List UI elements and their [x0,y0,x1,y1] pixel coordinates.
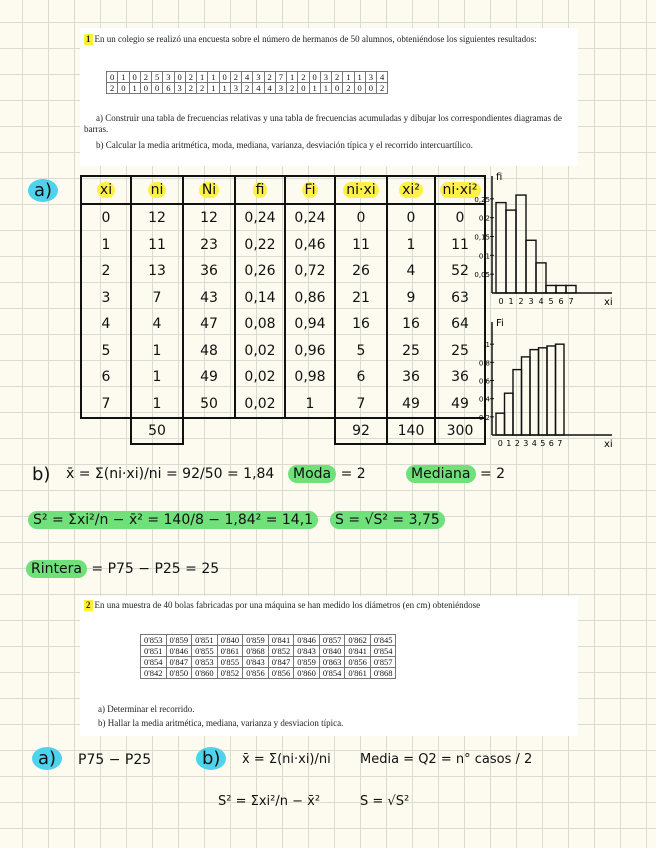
table-cell: 1 [354,72,365,83]
table-cell: 26 [335,258,387,285]
solution-2-label-b: b) [196,748,226,769]
y-tick-label: 0,05 [474,271,490,280]
table-cell: 36 [387,364,435,391]
table-cell: 0'842 [141,668,167,679]
table-cell: 1 [219,83,230,94]
table-cell: 3 [365,72,376,83]
table-cell: 3 [230,83,241,94]
table-row [81,391,485,419]
table-cell: 49 [435,391,485,419]
bar-1 [506,210,516,293]
table-cell: 1 [118,72,129,83]
column-header: fi [235,176,285,204]
mode-value: = 2 [340,466,366,482]
table-cell: 3 [253,72,264,83]
table-cell: 0'846 [294,635,320,646]
table-cell: 0,08 [235,311,285,338]
median-label: Mediana [406,465,476,483]
total-nixi2: 300 [435,418,485,444]
table-cell: 4 [81,311,131,338]
column-header: ni·xi [335,176,387,204]
table-cell: 0 [387,204,435,232]
table-cell: 5 [81,338,131,365]
bar-4 [536,263,546,293]
table-cell: 0,02 [235,338,285,365]
median-value: = 2 [479,466,506,482]
table-cell: 12 [183,204,235,232]
bar-7 [556,344,565,435]
variance-formula: S² = Σxi²/n − x̄² = 140/8 − 1,84² = 14,1 [28,512,318,528]
bar-5 [546,285,556,293]
x-tick-label: 4 [531,439,537,448]
table-cell: 0'854 [370,646,396,657]
bar-0 [496,413,505,435]
table-cell: 5 [152,72,163,83]
table-cell: 0,86 [285,285,335,312]
bar-2 [516,195,526,293]
table-row [81,232,485,259]
table-cell: 4 [387,258,435,285]
table-cell: 0'861 [217,646,243,657]
total-xi2: 140 [387,418,435,444]
table-row [107,83,388,94]
table-row [141,668,396,679]
table-cell: 48 [183,338,235,365]
table-cell: 0 [129,72,140,83]
x-tick-label: 7 [557,439,563,448]
table-row [141,657,396,668]
table-cell: 52 [435,258,485,285]
stddev-formula: S = √S² = 3,75 [330,512,445,528]
x-tick-label: 7 [568,297,574,306]
table-cell: 0 [152,83,163,94]
table-cell: 2 [242,83,253,94]
problem-1-task-b: b) Calcular la media aritmética, moda, mediana, varianza, desviación típica y el recorrido intercuartílico. [96,140,473,150]
table-cell: 6 [81,364,131,391]
x-tick-label: 3 [528,297,534,306]
table-cell: 63 [435,285,485,312]
table-row [81,285,485,312]
problem-1-task-a: a) Construir una tabla de frecuencias relativas y una tabla de frecuencias acumuladas y dibujar los correspondientes diagramas de barras. [84,113,562,134]
table-cell: 1 [197,72,208,83]
bar-6 [547,346,556,435]
table-cell: 2 [264,72,275,83]
table-cell: 0'854 [319,668,345,679]
column-header: Fi [285,176,335,204]
x-tick-label: 1 [508,297,514,306]
table-cell: 0 [174,72,185,83]
x-axis-label: xi [604,297,613,308]
table-cell: 0'868 [370,668,396,679]
table-cell: 0'857 [370,657,396,668]
cumulative-frequency-chart [462,316,622,456]
column-header: xi [81,176,131,204]
table-cell: 25 [387,338,435,365]
table-cell: 7 [275,72,286,83]
bar-2 [513,370,522,435]
y-tick-label: 0,2 [478,413,490,422]
table-cell: 0,14 [235,285,285,312]
table-row [81,311,485,338]
x-tick-label: 1 [506,439,512,448]
table-cell: 6 [163,83,174,94]
table-cell: 0 [107,72,118,83]
table-cell: 0,02 [235,391,285,419]
table-row [81,364,485,391]
table-cell: 0 [335,204,387,232]
column-header: Ni [183,176,235,204]
range-value: = P75 − P25 = 25 [91,561,220,577]
table-cell: 0'854 [141,657,167,668]
solution-1-label-a: a) [28,180,58,201]
table-cell: 1 [131,364,183,391]
table-cell: 11 [131,232,183,259]
problem-1-text: En un colegio se realizó una encuesta sobre el número de hermanos de 50 alumnos, obteniéndose los siguientes resultados: [94,34,537,44]
column-header: ni [131,176,183,204]
table-cell: 0,72 [285,258,335,285]
solution-2-mean: x̄ = Σ(ni·xi)/ni [242,752,331,767]
table-cell: 49 [387,391,435,419]
table-cell: 0'843 [294,646,320,657]
table-cell: 1 [131,391,183,419]
total-ni: 50 [131,418,183,444]
x-tick-label: 4 [538,297,544,306]
mode [288,466,366,482]
table-cell: 0'853 [141,635,167,646]
y-tick-label: 0,6 [478,377,490,386]
table-cell: 2 [197,83,208,94]
table-row [81,258,485,285]
table-cell: 16 [387,311,435,338]
mean-formula: x̄ = Σ(ni·xi)/ni = 92/50 = 1,84 [66,466,275,482]
table-cell: 49 [183,364,235,391]
table-cell: 2 [377,83,388,94]
table-cell: 2 [185,83,196,94]
relative-frequency-chart [462,168,622,314]
table-cell: 0,24 [235,204,285,232]
bar-3 [522,357,531,435]
table-cell: 11 [435,232,485,259]
table-cell: 4 [377,72,388,83]
table-cell: 0'868 [243,646,269,657]
mode-label: Moda [288,465,336,483]
problem-2-task-b: b) Hallar la media aritmética, mediana, varianza y desviacion típica. [98,718,344,728]
table-cell: 0'845 [370,635,396,646]
y-tick-label: 0,8 [478,359,490,368]
table-cell: 0 [81,204,131,232]
table-cell: 9 [387,285,435,312]
table-cell: 3 [275,83,286,94]
table-cell: 0'841 [345,646,371,657]
table-cell: 50 [183,391,235,419]
table-cell: 0,98 [285,364,335,391]
problem-2-text: En una muestra de 40 bolas fabricadas por una máquina se han medido los diámetros (en cm) obteniéndose [94,600,481,610]
table-cell: 4 [131,311,183,338]
table-cell: 0'860 [294,668,320,679]
table-cell: 0'861 [345,668,371,679]
table-cell: 0'856 [268,668,294,679]
median [406,466,505,482]
table-cell: 16 [335,311,387,338]
table-cell: 2 [332,72,343,83]
table-cell: 0'859 [166,635,192,646]
table-cell: 0'859 [294,657,320,668]
problem-2-data-table [140,634,396,679]
table-cell: 0 [219,72,230,83]
table-cell: 0'847 [268,657,294,668]
bar-5 [539,348,548,435]
table-cell: 0'857 [319,635,345,646]
table-cell: 0'843 [243,657,269,668]
frequency-table [80,175,486,445]
bar-3 [526,240,536,293]
table-row [107,72,388,83]
interquartile-range [26,561,219,577]
x-tick-label: 5 [540,439,546,448]
problem-2-number: 2 [86,600,91,610]
table-cell: 0'846 [166,646,192,657]
table-cell: 3 [163,72,174,83]
bar-6 [556,285,566,293]
table-cell: 2 [230,72,241,83]
table-cell: 3 [174,83,185,94]
x-tick-label: 2 [518,297,524,306]
x-tick-label: 6 [548,439,554,448]
table-cell: 0'852 [217,668,243,679]
table-cell: 43 [183,285,235,312]
table-cell: 23 [183,232,235,259]
problem-2-task-a: a) Determinar el recorrido. [98,704,195,714]
table-cell: 1 [387,232,435,259]
table-cell: 7 [335,391,387,419]
solution-2-median: Media = Q2 = n° casos / 2 [360,752,533,767]
table-cell: 0'851 [192,635,218,646]
table-cell: 0'850 [166,668,192,679]
table-cell: 0'853 [192,657,218,668]
table-cell: 2 [81,258,131,285]
table-cell: 0'859 [243,635,269,646]
table-cell: 1 [320,83,331,94]
table-cell: 0'855 [217,657,243,668]
table-cell: 0 [332,83,343,94]
table-cell: 25 [435,338,485,365]
x-tick-label: 2 [514,439,520,448]
table-row [141,646,396,657]
y-tick-label: 0,2 [478,214,490,223]
problem-2-statement [84,600,576,611]
column-header: ni·xi² [435,176,485,204]
y-tick-label: 0,4 [478,395,490,404]
table-cell: 0,96 [285,338,335,365]
range-label: Rintera [26,560,87,578]
x-tick-label: 6 [558,297,564,306]
table-cell: 1 [309,83,320,94]
table-cell: 0 [365,83,376,94]
table-cell: 0'847 [166,657,192,668]
table-cell: 3 [81,285,131,312]
x-tick-label: 5 [548,297,554,306]
table-cell: 2 [287,83,298,94]
y-axis-label: Fi [496,318,504,329]
problem-1-statement [84,34,576,45]
table-cell: 11 [335,232,387,259]
solution-2-label-a: a) [32,748,62,769]
table-cell: 0'840 [217,635,243,646]
table-cell: 0 [118,83,129,94]
table-cell: 2 [343,83,354,94]
problem-1-number: 1 [86,34,91,44]
table-cell: 2 [140,72,151,83]
y-axis-label: fi [496,172,503,183]
table-cell: 36 [435,364,485,391]
bar-7 [566,285,576,293]
table-cell: 0 [140,83,151,94]
table-cell: 0'856 [243,668,269,679]
table-cell: 1 [131,338,183,365]
table-cell: 2 [298,72,309,83]
table-cell: 5 [335,338,387,365]
x-axis-label: xi [604,439,613,450]
solution-1-label-b: b) [32,464,51,485]
x-tick-label: 3 [523,439,529,448]
table-cell: 2 [185,72,196,83]
y-tick-label: 1 [485,341,490,350]
table-row [81,338,485,365]
table-cell: 7 [81,391,131,419]
table-cell: 1 [208,72,219,83]
y-tick-label: 0,15 [474,233,490,242]
table-cell: 0'841 [268,635,294,646]
table-cell: 0,26 [235,258,285,285]
table-cell: 7 [131,285,183,312]
table-cell: 1 [343,72,354,83]
solution-2-variance: S² = Σxi²/n − x̄² [218,794,321,809]
table-cell: 0'855 [192,646,218,657]
table-cell: 1 [208,83,219,94]
table-cell: 4 [253,83,264,94]
column-header: xi² [387,176,435,204]
table-cell: 0 [309,72,320,83]
table-cell: 1 [129,83,140,94]
problem-1-data-table [106,71,388,94]
table-cell: 2 [107,83,118,94]
table-cell: 1 [287,72,298,83]
table-cell: 0,46 [285,232,335,259]
y-tick-label: 0,1 [478,252,490,261]
bar-1 [505,393,514,435]
table-cell: 3 [320,72,331,83]
total-nixi: 92 [335,418,387,444]
bar-0 [496,203,506,293]
table-cell: 0,94 [285,311,335,338]
x-tick-label: 0 [497,439,503,448]
table-cell: 64 [435,311,485,338]
table-cell: 13 [131,258,183,285]
table-cell: 4 [242,72,253,83]
table-cell: 0,02 [235,364,285,391]
table-cell: 0 [298,83,309,94]
table-cell: 0,22 [235,232,285,259]
table-cell: 12 [131,204,183,232]
table-cell: 0,24 [285,204,335,232]
table-cell: 1 [285,391,335,419]
table-cell: 0'851 [141,646,167,657]
table-cell: 0'860 [192,668,218,679]
table-cell: 47 [183,311,235,338]
table-cell: 0 [435,204,485,232]
table-cell: 6 [335,364,387,391]
table-cell: 1 [81,232,131,259]
y-tick-label: 0,25 [474,195,490,204]
table-cell: 0'840 [319,646,345,657]
table-cell: 0 [354,83,365,94]
table-cell: 4 [264,83,275,94]
table-cell: 0'856 [345,657,371,668]
x-tick-label: 0 [498,297,504,306]
table-cell: 0'862 [345,635,371,646]
table-row [81,204,485,232]
table-cell: 0'852 [268,646,294,657]
solution-2-range: P75 − P25 [78,752,152,768]
bar-4 [530,350,539,435]
table-cell: 21 [335,285,387,312]
table-cell: 0'863 [319,657,345,668]
table-row [141,635,396,646]
table-cell: 36 [183,258,235,285]
solution-2-stddev: S = √S² [360,794,410,809]
